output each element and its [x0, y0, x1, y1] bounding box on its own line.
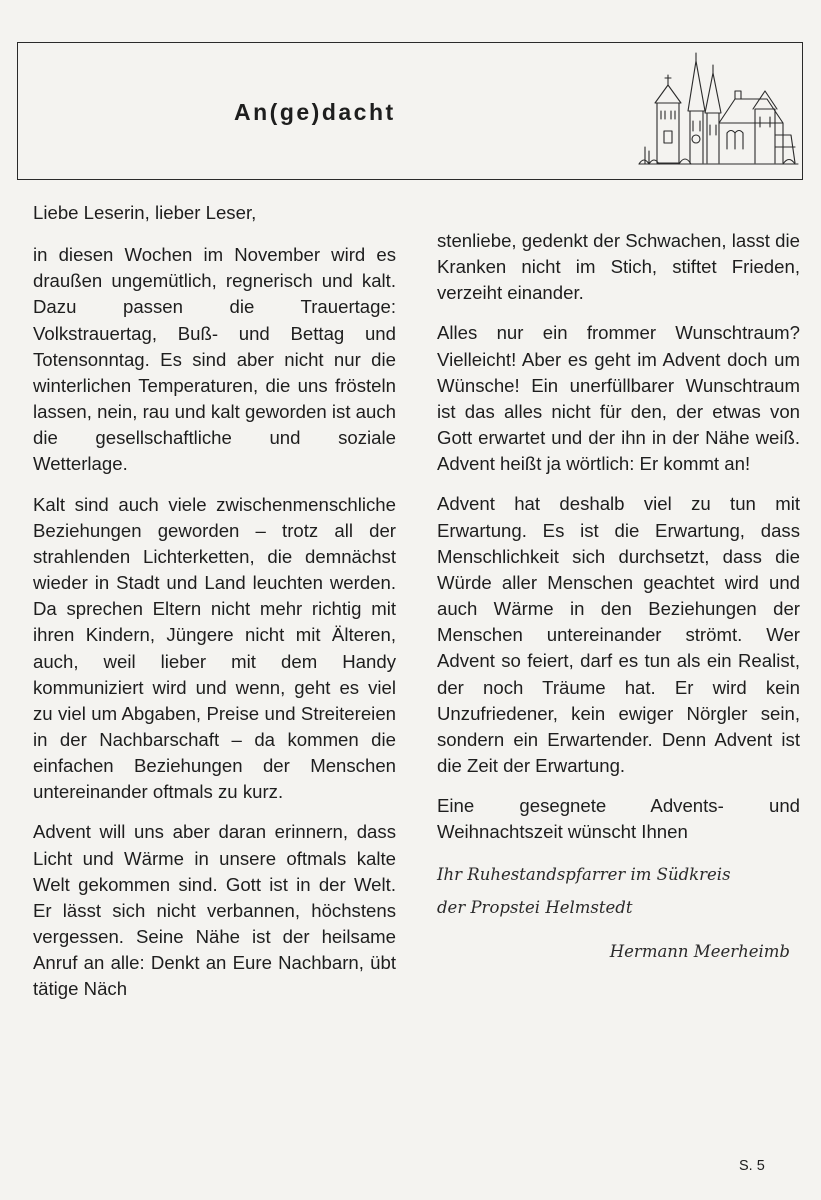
page-title: An(ge)dacht	[234, 99, 396, 125]
paragraph: stenliebe, gedenkt der Schwachen, lasst die Kranken nicht im Stich, stiftet Frieden, verzeiht einander.	[437, 230, 800, 304]
church-illustration-icon	[635, 51, 800, 176]
signature-line: Ihr Ruhestandspfarrer im Südkreis	[437, 865, 731, 885]
closing-wish: Eine gesegnete Advents- und Weihnachtszeit wünscht Ihnen	[437, 795, 800, 843]
paragraph: Advent will uns aber daran erinnern, dass Licht und Wärme in unsere oftmals kalte Welt gekommen sind. Gott ist in der Welt. Er lässt sich nicht verbannen, höchstens vergessen. Seine Nähe ist der heilsame Anruf an alle: Denkt an Eure Nachbarn, übt tätige Näch	[33, 821, 396, 1000]
paragraph: Advent hat deshalb viel zu tun mit Erwartung. Es ist die Erwartung, dass Menschlichkeit sich durchsetzt, dass die Würde aller Menschen geachtet wird und auch Wärme in den Beziehungen der Menschen untereinander strömt. Wer Advent so feiert, darf es tun als ein Realist, der noch Träume hat. Er wird kein Unzufriedener, kein ewiger Nörgler sein, sondern ein Erwartender. Denn Advent ist die Zeit der Erwartung.	[437, 493, 800, 776]
paragraph: in diesen Wochen im November wird es draußen ungemütlich, regnerisch und kalt. Dazu passen die Trauertage: Volkstrauertag, Buß- und Bettag und Totensonntag. Es sind aber nicht nur die winterlichen Temperaturen, die uns frösteln lassen, nein, rau und kalt geworden ist auch die gesellschaftliche und soziale Wetterlage.	[33, 244, 396, 475]
paragraph: Alles nur ein frommer Wunschtraum? Vielleicht! Aber es geht im Advent doch um Wünsche! Ein unerfüllbarer Wunschtraum ist das alles nicht für den, der etwas von Gott erwartet und der ihn in der Nähe weiß. Advent heißt ja wörtlich: Er kommt an!	[437, 322, 800, 475]
signature-line: der Propstei Helmstedt	[437, 898, 633, 918]
greeting: Liebe Leserin, lieber Leser,	[33, 202, 257, 223]
right-column	[437, 228, 800, 966]
paragraph: Kalt sind auch viele zwischenmenschliche Beziehungen geworden – trotz all der strahlenden Lichterketten, die demnächst wieder in Stadt und Land leuchten werden. Da sprechen Eltern nicht mehr richtig mit ihren Kindern, Jüngere nicht mit Älteren, auch, weil lieber mit dem Handy kommuniziert wird und wenn, geht es viel zu viel um Abgaben, Preise und Streitereien in der Nachbarschaft – da kommen die einfachen Beziehungen der Menschen untereinander oftmals zu kurz.	[33, 493, 396, 803]
signature-name: Hermann Meerheimb	[609, 942, 790, 962]
left-column	[33, 200, 396, 1017]
page-number: S. 5	[739, 1158, 765, 1174]
header-box	[17, 42, 803, 180]
